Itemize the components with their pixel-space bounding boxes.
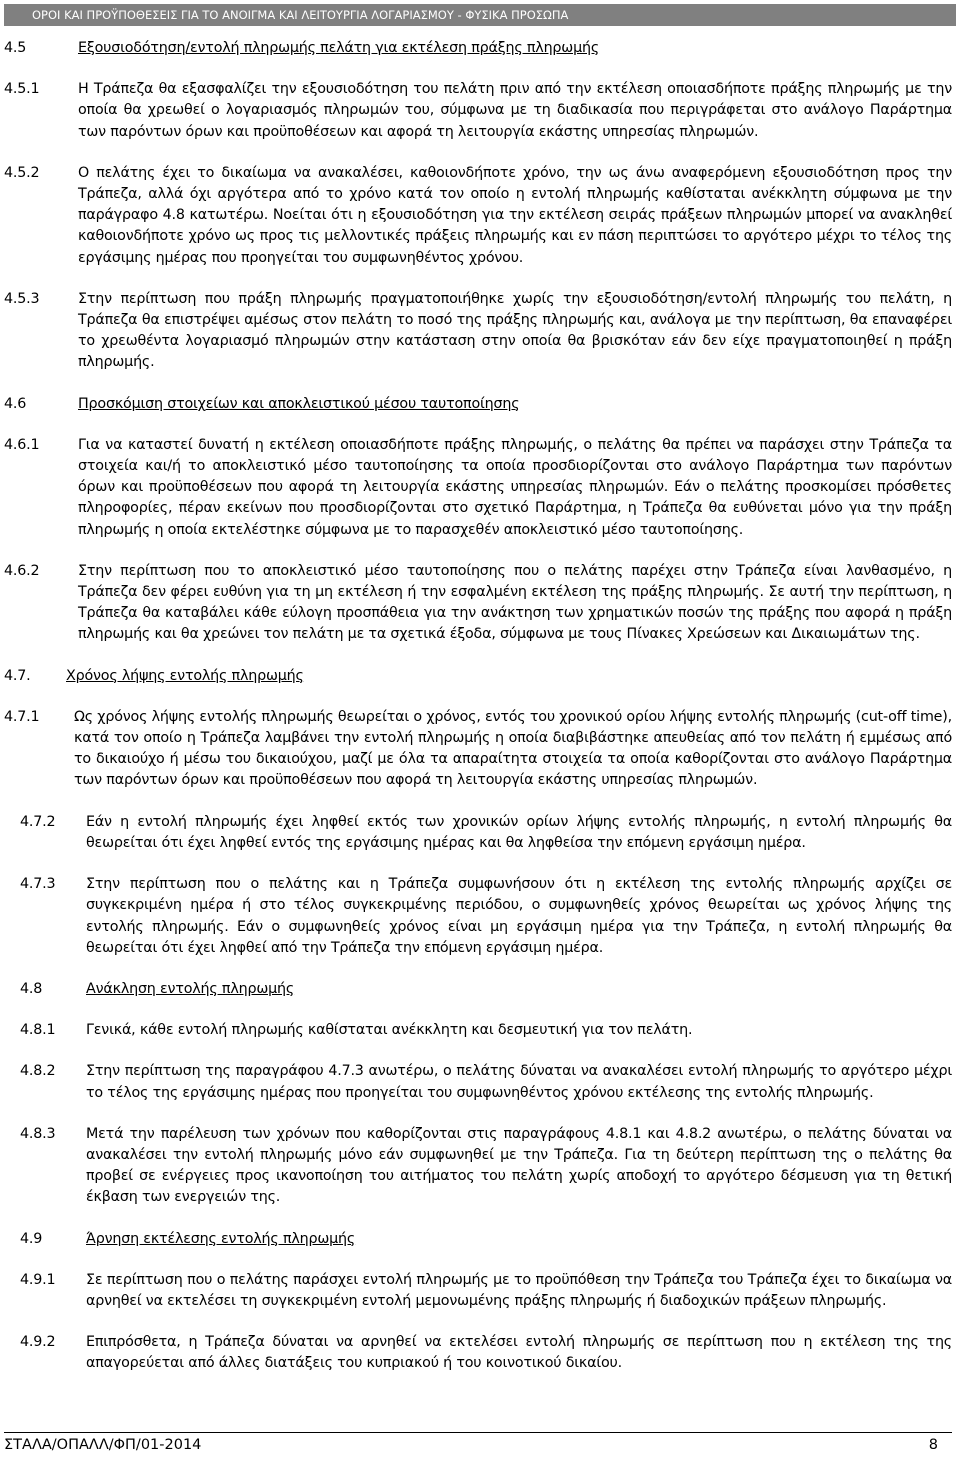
section-heading: Χρόνος λήψης εντολής πληρωμής	[66, 667, 304, 684]
section-number: 4.8	[20, 980, 43, 997]
section-number: 4.6	[4, 395, 27, 412]
header-title: ΟΡΟΙ ΚΑΙ ΠΡΟΫΠΟΘΕΣΕΙΣ ΓΙΑ ΤΟ ΑΝΟΙΓΜΑ ΚΑΙ ΛΕΙΤΟΥΡΓΙΑ ΛΟΓΑΡΙΑΣΜΟΥ - ΦΥΣΙΚΑ ΠΡΟΣΩΠΑ	[32, 8, 569, 22]
section-number: 4.5.2	[4, 164, 40, 181]
paragraph-text: Σε περίπτωση που ο πελάτης παράσχει εντολή πληρωμής με το προϋπόθεση την Τράπεζα του Τράπεζα έχει το δικαίωμα να αρνηθεί να εκτελέσει τη συγκεκριμένη εντολή μεμονωμένης πράξης πληρωμής ή διαδοχικών πράξεων πληρωμής.	[86, 1271, 952, 1309]
section-number: 4.9.1	[20, 1271, 56, 1288]
paragraph-4-6-2	[4, 561, 952, 646]
paragraph-text: Εάν η εντολή πληρωμής έχει ληφθεί εκτός των χρονικών ορίων λήψης εντολής πληρωμής, η εντολή πληρωμής θα θεωρείται ότι έχει ληφθεί εντός της εργάσιμης ημέρας και θα ληφθείσα την επόμενη εργάσιμη ημέρα.	[86, 813, 952, 851]
section-number: 4.7.2	[20, 813, 56, 830]
section-number: 4.7.	[4, 667, 31, 684]
paragraph-text: Επιπρόσθετα, η Τράπεζα δύναται να αρνηθεί να εκτελέσει εντολή πληρωμής σε περίπτωση που η εκτέλεση της της απαγορεύεται από άλλες διατάξεις του κυπριακού ή του κοινοτικού δικαίου.	[86, 1334, 952, 1372]
document-code: ΣΤΑΛΑ/ΟΠΑΛΛ/ΦΠ/01-2014	[4, 1437, 202, 1453]
paragraph-4-7-3	[4, 874, 952, 959]
paragraph-4-8-2	[4, 1061, 952, 1103]
paragraph-4-8-3	[4, 1124, 952, 1209]
heading-4-5	[4, 38, 952, 59]
section-number: 4.6.2	[4, 562, 40, 579]
paragraph-text: Στην περίπτωση που το αποκλειστικό μέσο ταυτοποίησης που ο πελάτης παρέχει στην Τράπεζα είναι λανθασμένο, η Τράπεζα δεν φέρει ευθύνη για τη μη εκτέλεση ή την εσφαλμένη εκτέλεση της πράξης πληρωμής. Σε αυτή την περίπτωση, η Τράπεζα θα καταβάλει κάθε εύλογη προσπάθεια για την ανάκτηση των χρηματικών ποσών της πράξης που αφορά η πράξη πληρωμής και θα χρεώνει τον πελάτη με τα σχετικά έξοδα, σύμφωνα με τους Πίνακες Χρεώσεων και Δικαιωμάτων της.	[78, 562, 952, 643]
heading-4-7	[4, 666, 952, 687]
section-number: 4.5.3	[4, 290, 40, 307]
paragraph-text: Για να καταστεί δυνατή η εκτέλεση οποιασδήποτε πράξης πληρωμής, ο πελάτης θα πρέπει να παράσχει στην Τράπεζα τα στοιχεία και/ή το αποκλειστικό μέσο ταυτοποίησης τα οποία προσδιορίζονται στο ανάλογο Παράρτημα των παρόντων όρων και προϋποθέσεων που αφορά τη λειτουργία εκάστης υπηρεσίας πληρωμών. Εάν ο πελάτης προσκομίσει πρόσθετες πληροφορίες, πέραν εκείνων που προσδιορίζονται στο σχετικό Παράρτημα, η Τράπεζα θα ευθύνεται μόνο για την πράξη πληρωμής η οποία εκτελέστηκε σύμφωνα με το παρασχεθέν αποκλειστικό μέσο ταυτοποίησης.	[78, 436, 952, 538]
section-number: 4.8.2	[20, 1063, 56, 1080]
paragraph-text: Γενικά, κάθε εντολή πληρωμής καθίσταται ανέκκλητη και δεσμευτική για τον πελάτη.	[86, 1022, 693, 1039]
paragraph-4-5-1	[4, 79, 952, 143]
paragraph-4-6-1	[4, 435, 952, 541]
section-number: 4.8.1	[20, 1022, 56, 1039]
document-body	[4, 38, 952, 1375]
section-number: 4.6.1	[4, 436, 40, 453]
paragraph-text: Ο πελάτης έχει το δικαίωμα να ανακαλέσει, καθοιονδήποτε χρόνο, την ως άνω αναφερόμενη εξουσιοδότηση προς την Τράπεζα, αλλά όχι αργότερα από το χρόνο κατά τον οποίο η εντολή πληρωμής καθίσταται ανέκκλητη σύμφωνα με την παράγραφο 4.8 κατωτέρω. Νοείται ότι η εξουσιοδότηση για την εκτέλεση σειράς πράξεων πληρωμών μπορεί να ανακληθεί καθοιονδήποτε χρόνο ως προς τις μελλοντικές πράξεις πληρωμής και εν πάση περιπτώσει το αργότερο μέχρι το τέλος της εργάσιμης ημέρας που προηγείται του συμφωνηθέντος χρόνου.	[78, 164, 952, 266]
paragraph-4-7-1	[4, 707, 952, 792]
page-number: 8	[928, 1437, 938, 1453]
paragraph-4-8-1	[4, 1020, 952, 1041]
paragraph-4-9-2	[4, 1332, 952, 1374]
section-heading: Άρνηση εκτέλεσης εντολής πληρωμής	[86, 1230, 356, 1247]
page-header	[4, 4, 956, 26]
section-number: 4.8.3	[20, 1125, 56, 1142]
paragraph-4-7-2	[4, 812, 952, 854]
paragraph-text: Η Τράπεζα θα εξασφαλίζει την εξουσιοδότηση του πελάτη πριν από την εκτέλεση οποιασδήποτε πράξης πληρωμής με την οποία θα χρεωθεί ο λογαριασμός πληρωμών του, σύμφωνα με τη διαδικασία που περιγράφεται στο ανάλογο Παράρτημα των παρόντων όρων και προϋποθέσεων και αφορά τη λειτουργία εκάστης υπηρεσίας πληρωμών.	[78, 81, 952, 140]
section-number: 4.9	[20, 1230, 43, 1247]
heading-4-9	[4, 1229, 952, 1250]
heading-4-8	[4, 979, 952, 1000]
paragraph-text: Στην περίπτωση που πράξη πληρωμής πραγματοποιήθηκε χωρίς την εξουσιοδότηση/εντολή πληρωμής του πελάτη, η Τράπεζα θα επιστρέψει αμέσως στον πελάτη το ποσό της πράξης πληρωμής και, ανάλογα με την περίπτωση, θα επαναφέρει το χρεωθέντα λογαριασμό πληρωμών στην κατάσταση στην οποία θα βρισκόταν εάν δεν είχε πραγματοποιηθεί η πράξη πληρωμής.	[78, 290, 952, 371]
section-number: 4.7.1	[4, 708, 40, 725]
section-number: 4.5.1	[4, 81, 40, 98]
paragraph-4-5-3	[4, 289, 952, 374]
paragraph-text: Στην περίπτωση που ο πελάτης και η Τράπεζα συμφωνήσουν ότι η εκτέλεση της εντολής πληρωμής αρχίζει σε συγκεκριμένη ημέρα ή στο τέλος συγκεκριμένης περιόδου, ο συμφωνηθείς χρόνος θεωρείται ως χρόνος λήψης της εντολής πληρωμής. Εάν ο συμφωνηθείς χρόνος είναι μη εργάσιμη ημέρα για την Τράπεζα, η εντολή πληρωμής θα θεωρείται ότι έχει ληφθεί από την Τράπεζα την επόμενη εργάσιμη ημέρα.	[86, 876, 952, 956]
section-heading: Ανάκληση εντολής πληρωμής	[86, 980, 295, 997]
section-heading: Προσκόμιση στοιχείων και αποκλειστικού μέσου ταυτοποίησης	[78, 395, 520, 412]
section-number: 4.7.3	[20, 876, 56, 893]
section-number: 4.9.2	[20, 1334, 56, 1351]
paragraph-text: Μετά την παρέλευση των χρόνων που καθορίζονται στις παραγράφους 4.8.1 και 4.8.2 ανωτέρω, ο πελάτης δύναται να ανακαλέσει την εντολή πληρωμής μόνο εάν συμφωνηθεί με την Τράπεζα. Για τη δεύτερη περίπτωση της ο πελάτης θα προβεί σε ενέργειες προς ικανοποίηση του αιτήματος του πελάτη χωρίς αποδοχή το αργότερο δέσμευση για τη θετική έκβαση των ενεργειών της.	[86, 1125, 952, 1206]
section-heading: Εξουσιοδότηση/εντολή πληρωμής πελάτη για εκτέλεση πράξης πληρωμής	[78, 40, 600, 56]
paragraph-text: Ως χρόνος λήψης εντολής πληρωμής θεωρείται ο χρόνος, εντός του χρονικού ορίου λήψης εντολής πληρωμής (cut-off time), κατά τον οποίο η Τράπεζα λαμβάνει την εντολή πληρωμής η οποία διαβιβάστηκε απευθείας από τον πελάτη ή εμμέσως από το δικαιούχο ή μέσω του δικαιούχου, μαζί με όλα τα απαραίτητα στοιχεία τα οποία καθορίζονται στο ανάλογο Παράρτημα των παρόντων όρων και προϋποθέσεων που αφορά τη λειτουργία εκάστης υπηρεσίας πληρωμών.	[74, 708, 952, 789]
page-footer	[4, 1432, 952, 1461]
paragraph-4-5-2	[4, 163, 952, 269]
section-number: 4.5	[4, 40, 27, 56]
heading-4-6	[4, 394, 952, 415]
paragraph-4-9-1	[4, 1270, 952, 1312]
paragraph-text: Στην περίπτωση της παραγράφου 4.7.3 ανωτέρω, ο πελάτης δύναται να ανακαλέσει εντολή πληρωμής το αργότερο μέχρι το τέλος της εργάσιμης ημέρας που προηγείται του συμφωνηθέντος χρόνου εκτέλεσης της εντολής πληρωμής.	[86, 1063, 952, 1101]
